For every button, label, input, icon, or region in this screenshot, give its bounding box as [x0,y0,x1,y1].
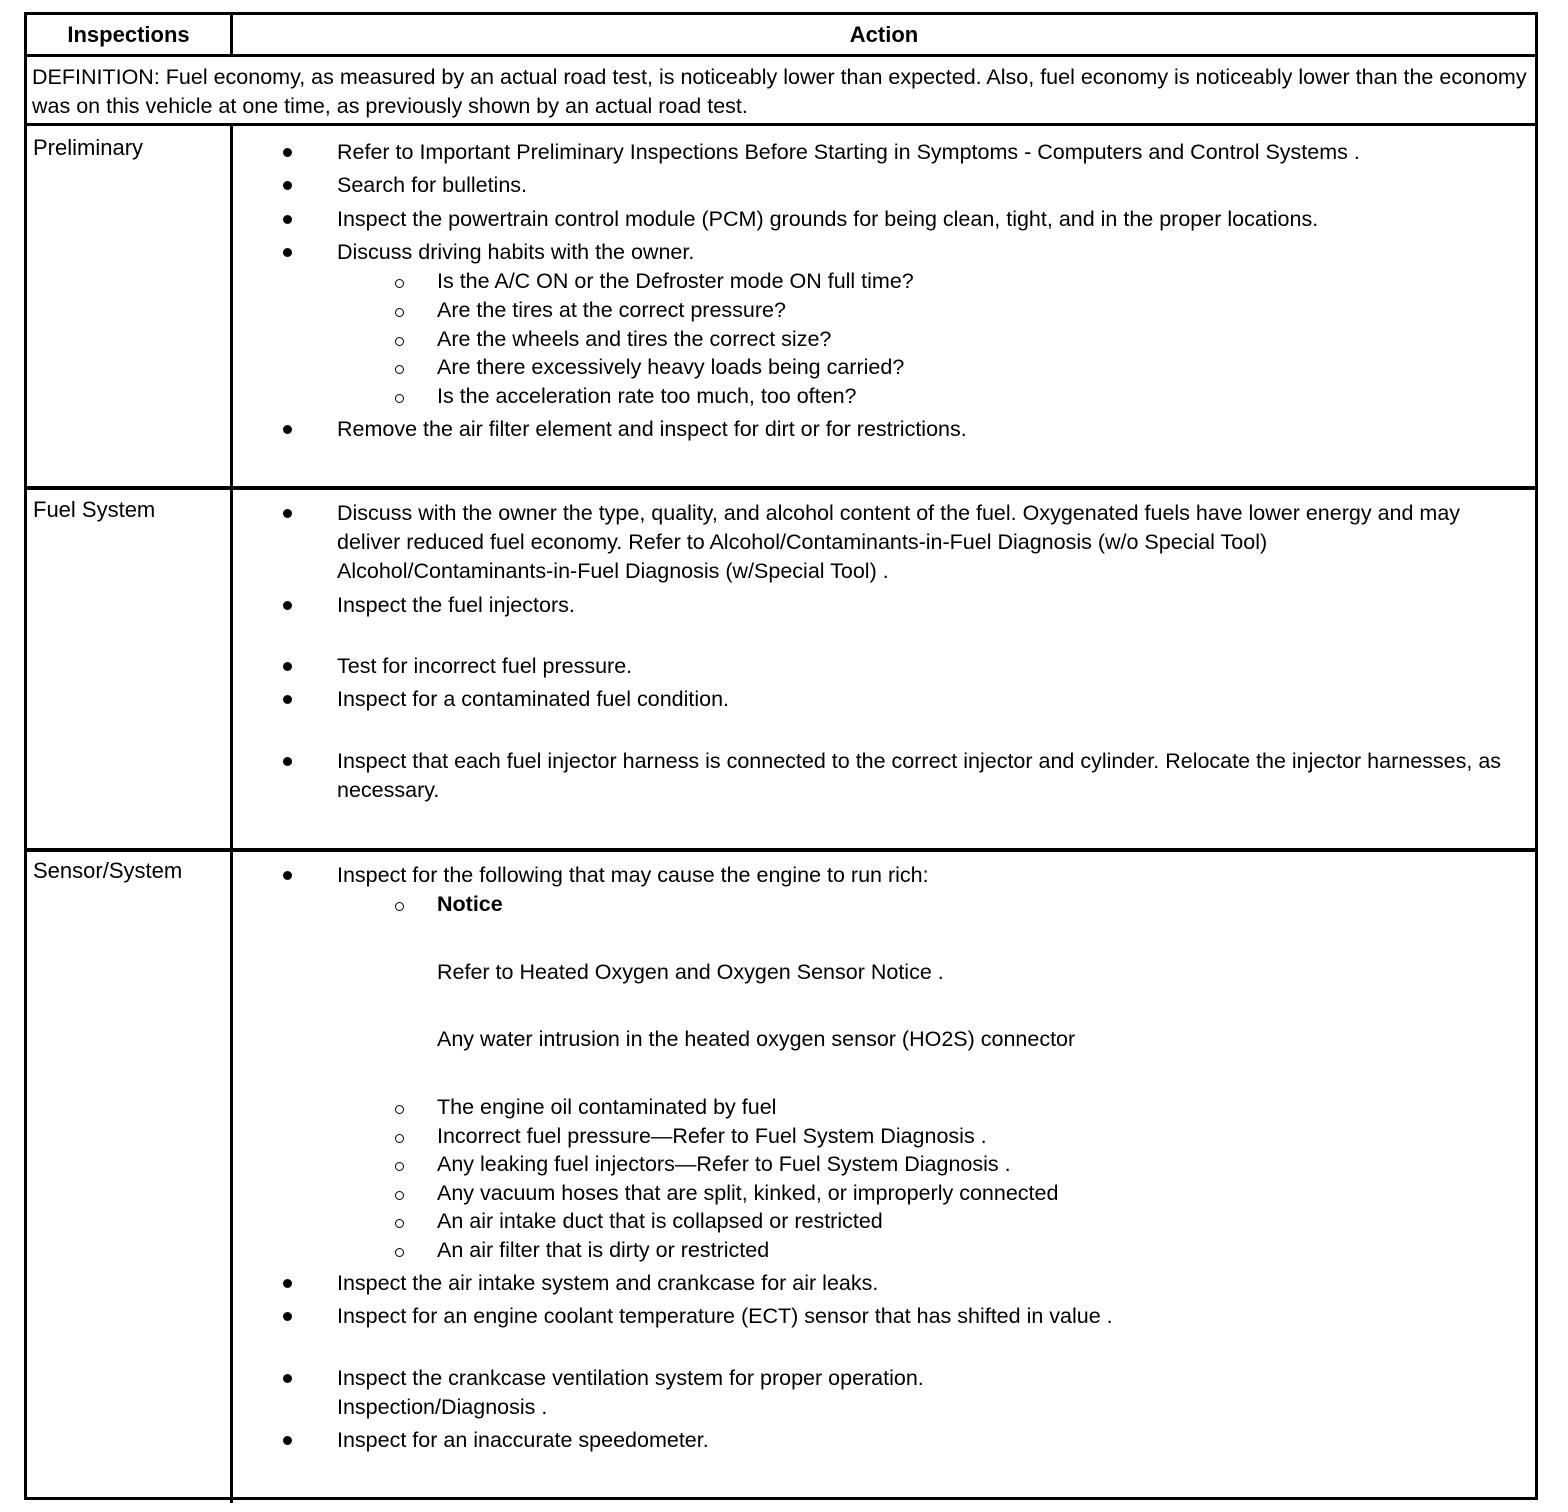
circle-bullet [395,1162,404,1171]
circle-bullet [395,365,404,374]
sub-list-item: An air intake duct that is collapsed or restricted [437,1207,883,1236]
circle-bullet [395,308,404,317]
circle-bullet [395,1191,404,1200]
notice-title: Notice [437,890,503,919]
bullet [283,1436,292,1445]
sub-list-item: Is the A/C ON or the Defroster mode ON full time? [437,267,914,296]
bullet [283,148,292,157]
bullet [283,215,292,224]
circle-bullet [395,902,404,911]
sub-list-item: Is the acceleration rate too much, too often? [437,382,857,411]
inspections-header: Inspections [67,22,190,47]
bullet [283,181,292,190]
bullet [283,1374,292,1383]
circle-bullet [395,1248,404,1257]
circle-bullet [395,1105,404,1114]
bullet [283,1279,292,1288]
notice-text: Refer to Heated Oxygen and Oxygen Sensor Notice . [437,960,944,984]
sub-list-item: Are there excessively heavy loads being carried? [437,353,904,382]
bullet [283,1312,292,1321]
definition-text: DEFINITION: Fuel economy, as measured by an actual road test, is noticeably lower than expected. Also, fuel economy is noticeably lower than the economy was on this vehicle at one time, as previously shown by an actual road test. [32,65,1527,118]
section-label-preliminary: Preliminary [33,135,144,160]
bullet [283,871,292,880]
bullet [283,757,292,766]
sub-list-item: An air filter that is dirty or restricted [437,1236,769,1265]
bullet [283,601,292,610]
bullet [283,662,292,671]
bullet [283,425,292,434]
bullet [283,248,292,257]
circle-bullet [395,1134,404,1143]
bullet [283,509,292,518]
column-divider-body [230,123,233,1503]
fuel-system-divider [27,848,1535,852]
circle-bullet [395,1219,404,1228]
section-label-sensor-system: Sensor/System [33,858,183,883]
sub-list-item: Any vacuum hoses that are split, kinked, or improperly connected [437,1179,1058,1208]
action-header: Action [849,22,919,47]
circle-bullet [395,279,404,288]
sub-list-item: Are the wheels and tires the correct size? [437,325,831,354]
circle-bullet [395,394,404,403]
definition-divider [27,123,1535,126]
inspection-table: Inspections Action DEFINITION: Fuel economy, as measured by an actual road test, is noticeably lower than expected. Also, fuel economy is noticeably lower than the economy was on this vehicle at one time, as previously shown by an actual road test. Preliminary Refer to Important Preliminary Inspections Before Starting in Symptoms - Computers and Control Systems . Search for bulletins. Inspect the powertrain control module (PCM) grounds for being clean, tight, and in the proper locations. Discuss driving habits with the owner. Is the A/C ON or the Defroster mode ON full time? Are the tires at the correct pressure? Are the wheels and tires the correct size? Are there excessively heavy loads being carried? Is the acceleration rate too much, too often? Remove the air filter element and inspect for dirt or for restrictions. Fuel System Discuss with the owner the type, quality, and alcohol content of the fuel. Oxygenated fuels have lower energy and may deliver reduced fuel economy. Refer to Alcohol/Contaminants-in-Fuel Diagnosis (w/o Special Tool) Alcohol/Contaminants-in-Fuel Diagnosis (w/Special Tool) . Inspect the fuel injectors. Test for incorrect fuel pressure. Inspect for a contaminated fuel condition. Inspect that each fuel injector harness is connected to the correct injector and cylinder. Relocate the injector harnesses, as necessary. Sensor/System Inspect for the following that may cause the engine to run rich: Notice Refer to Heated Oxygen and Oxygen Sensor Notice . Any water intrusion in the heated oxygen sensor (HO2S) connector The engine oil contaminated by fuel Incorrect fuel pressure—Refer to Fuel System Diagnosis . Any leaking fuel injectors—Refer to Fuel System Diagnosis . Any vacuum hoses that are split, kinked, or improperly connected An air intake duct that is collapsed or restricted An air filter that is dirty or restricted Inspect the air intake system and crankcase for air leaks. Inspect for an engine coolant temperature (ECT) sensor that has shifted in value . Inspect the crankcase ventilation system for proper operation. Inspection/Diagnosis . Inspect for an inaccurate speedometer. [24,12,1538,1500]
section-label-fuel-system: Fuel System [33,497,156,522]
circle-bullet [395,337,404,346]
sub-list-item: Any leaking fuel injectors—Refer to Fuel System Diagnosis . [437,1150,1011,1179]
notice-water-intrusion: Any water intrusion in the heated oxygen sensor (HO2S) connector [437,1027,1076,1051]
sub-list-item: The engine oil contaminated by fuel [437,1093,776,1122]
bullet [283,695,292,704]
sub-list-item: Are the tires at the correct pressure? [437,296,786,325]
preliminary-divider [27,486,1535,490]
sub-list-item: Incorrect fuel pressure—Refer to Fuel System Diagnosis . [437,1122,987,1151]
